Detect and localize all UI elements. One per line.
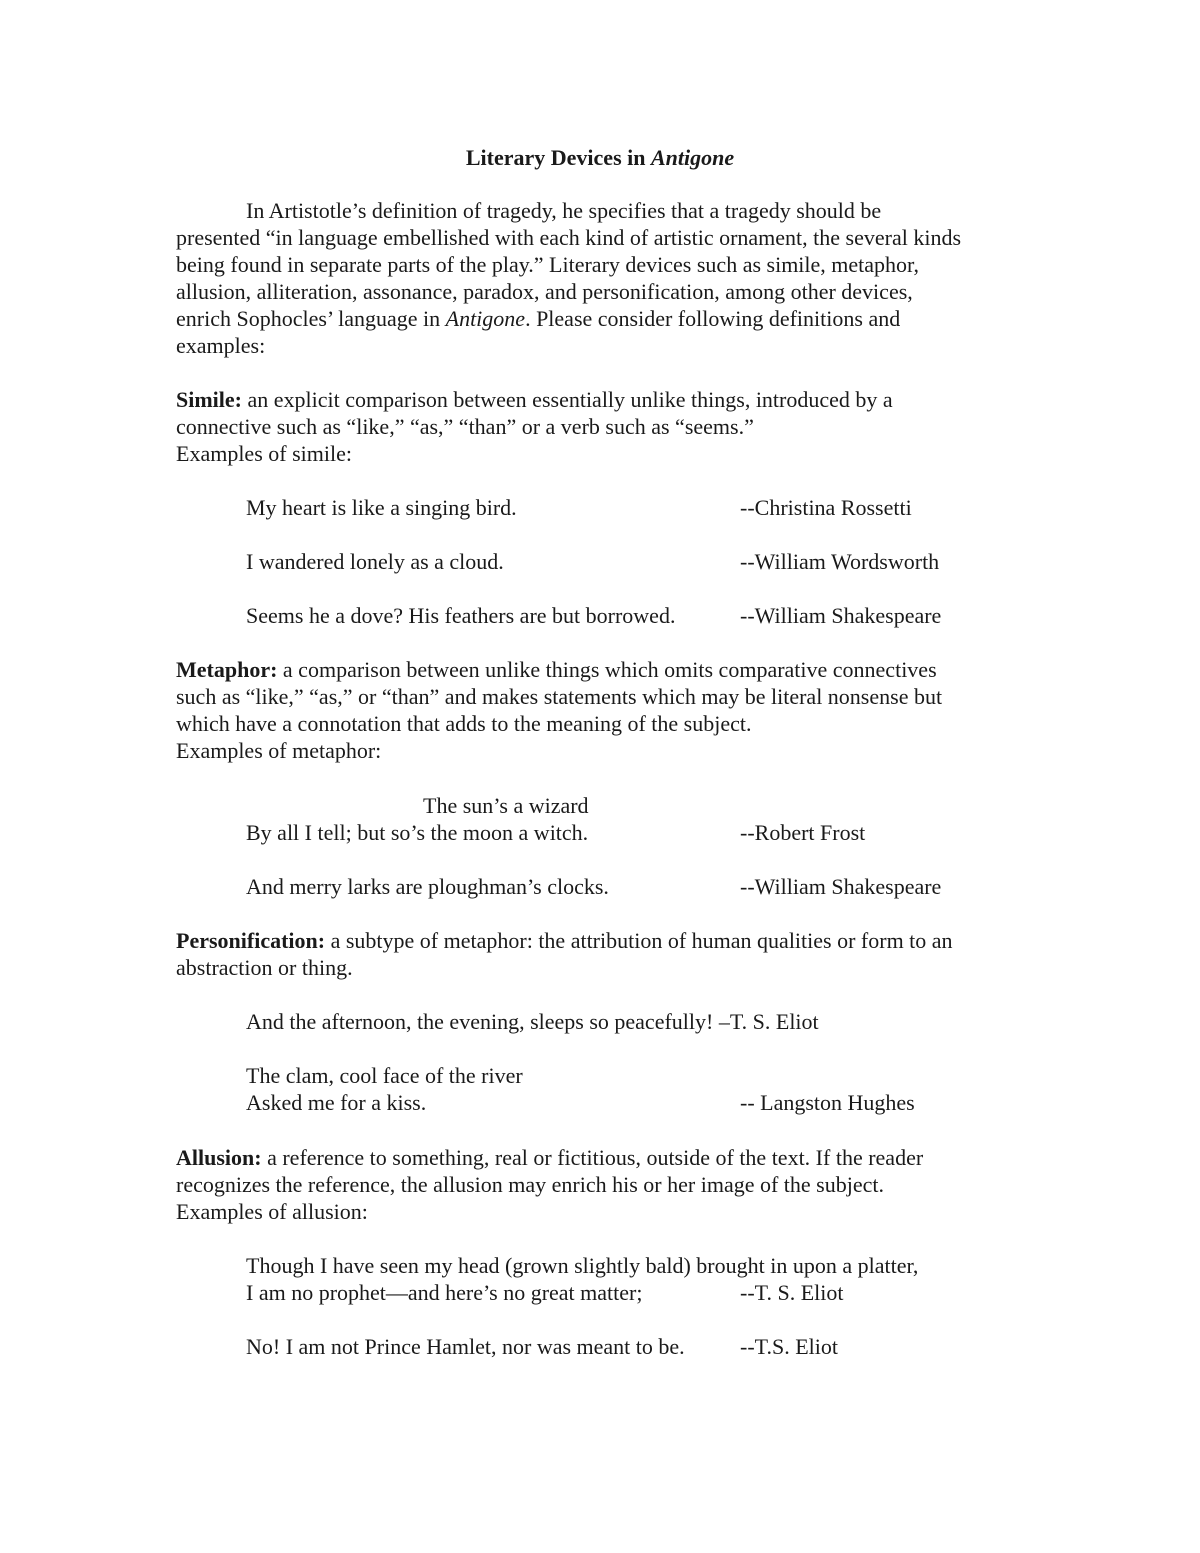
page-title xyxy=(0,144,1200,171)
simile-definition-line-2: connective such as “like,” “as,” “than” or a verb such as “seems.” xyxy=(176,414,754,439)
simile-def-1: an explicit comparison between essentially unlike things, introduced by a xyxy=(242,387,893,412)
intro-line-6: examples: xyxy=(176,333,266,358)
metaphor-examples-label: Examples of metaphor: xyxy=(176,738,382,763)
personification-example-2-author: -- Langston Hughes xyxy=(740,1090,915,1115)
allusion-example-1-line-1: Though I have seen my head (grown slightly bald) brought in upon a platter, xyxy=(246,1253,919,1278)
allusion-example-1-author: --T. S. Eliot xyxy=(740,1280,844,1305)
simile-example-3-quote: Seems he a dove? His feathers are but borrowed. xyxy=(246,603,676,628)
simile-definition-line-1 xyxy=(176,386,893,413)
allusion-examples-label: Examples of allusion: xyxy=(176,1199,368,1224)
allusion-def-1: a reference to something, real or fictitious, outside of the text. If the reader xyxy=(261,1145,924,1170)
intro-line-5-a: enrich Sophocles’ language in xyxy=(176,306,446,331)
metaphor-definition-line-2: such as “like,” “as,” or “than” and makes statements which may be literal nonsense but xyxy=(176,684,943,709)
allusion-example-1-line-2: I am no prophet—and here’s no great matter; xyxy=(246,1280,643,1305)
simile-example-3-author: --William Shakespeare xyxy=(740,603,942,628)
personification-definition-line-1 xyxy=(176,927,953,954)
simile-example-2-author: --William Wordsworth xyxy=(740,549,940,574)
intro-line-5 xyxy=(176,305,900,332)
allusion-term: Allusion: xyxy=(176,1145,262,1170)
allusion-example-2-author: --T.S. Eliot xyxy=(740,1334,838,1359)
metaphor-term: Metaphor: xyxy=(176,657,278,682)
simile-example-2-quote: I wandered lonely as a cloud. xyxy=(246,549,504,574)
metaphor-example-2-quote: And merry larks are ploughman’s clocks. xyxy=(246,874,609,899)
personification-definition-line-2: abstraction or thing. xyxy=(176,955,353,980)
personification-example-2-line-1: The clam, cool face of the river xyxy=(246,1063,523,1088)
intro-line-2: presented “in language embellished with each kind of artistic ornament, the several kinds xyxy=(176,225,962,250)
simile-example-1-author: --Christina Rossetti xyxy=(740,495,912,520)
allusion-definition-line-1 xyxy=(176,1144,923,1171)
intro-line-3: being found in separate parts of the play.” Literary devices such as simile, metaphor, xyxy=(176,252,919,277)
simile-examples-label: Examples of simile: xyxy=(176,441,352,466)
intro-line-1: In Artistotle’s definition of tragedy, he specifies that a tragedy should be xyxy=(246,198,882,223)
intro-line-5-b: . Please consider following definitions and xyxy=(525,306,901,331)
allusion-definition-line-2: recognizes the reference, the allusion may enrich his or her image of the subject. xyxy=(176,1172,884,1197)
title-prefix: Literary Devices in xyxy=(465,145,651,170)
intro-line-4: allusion, alliteration, assonance, paradox, and personification, among other devices, xyxy=(176,279,913,304)
metaphor-example-2-author: --William Shakespeare xyxy=(740,874,942,899)
personification-def-1: a subtype of metaphor: the attribution of human qualities or form to an xyxy=(325,928,953,953)
metaphor-definition-line-3: which have a connotation that adds to the meaning of the subject. xyxy=(176,711,752,736)
metaphor-def-1: a comparison between unlike things which omits comparative connectives xyxy=(277,657,937,682)
metaphor-example-1-line-2: By all I tell; but so’s the moon a witch. xyxy=(246,820,589,845)
personification-example-1: And the afternoon, the evening, sleeps so peacefully! –T. S. Eliot xyxy=(246,1009,819,1034)
personification-term: Personification: xyxy=(176,928,326,953)
metaphor-example-1-author: --Robert Frost xyxy=(740,820,866,845)
allusion-example-2-quote: No! I am not Prince Hamlet, nor was meant to be. xyxy=(246,1334,685,1359)
metaphor-definition-line-1 xyxy=(176,656,937,683)
personification-example-2-line-2: Asked me for a kiss. xyxy=(246,1090,427,1115)
intro-work-title: Antigone xyxy=(445,306,526,331)
metaphor-example-1-line-1: The sun’s a wizard xyxy=(423,793,589,818)
simile-example-1-quote: My heart is like a singing bird. xyxy=(246,495,517,520)
title-work: Antigone xyxy=(650,145,735,170)
simile-term: Simile: xyxy=(176,387,242,412)
